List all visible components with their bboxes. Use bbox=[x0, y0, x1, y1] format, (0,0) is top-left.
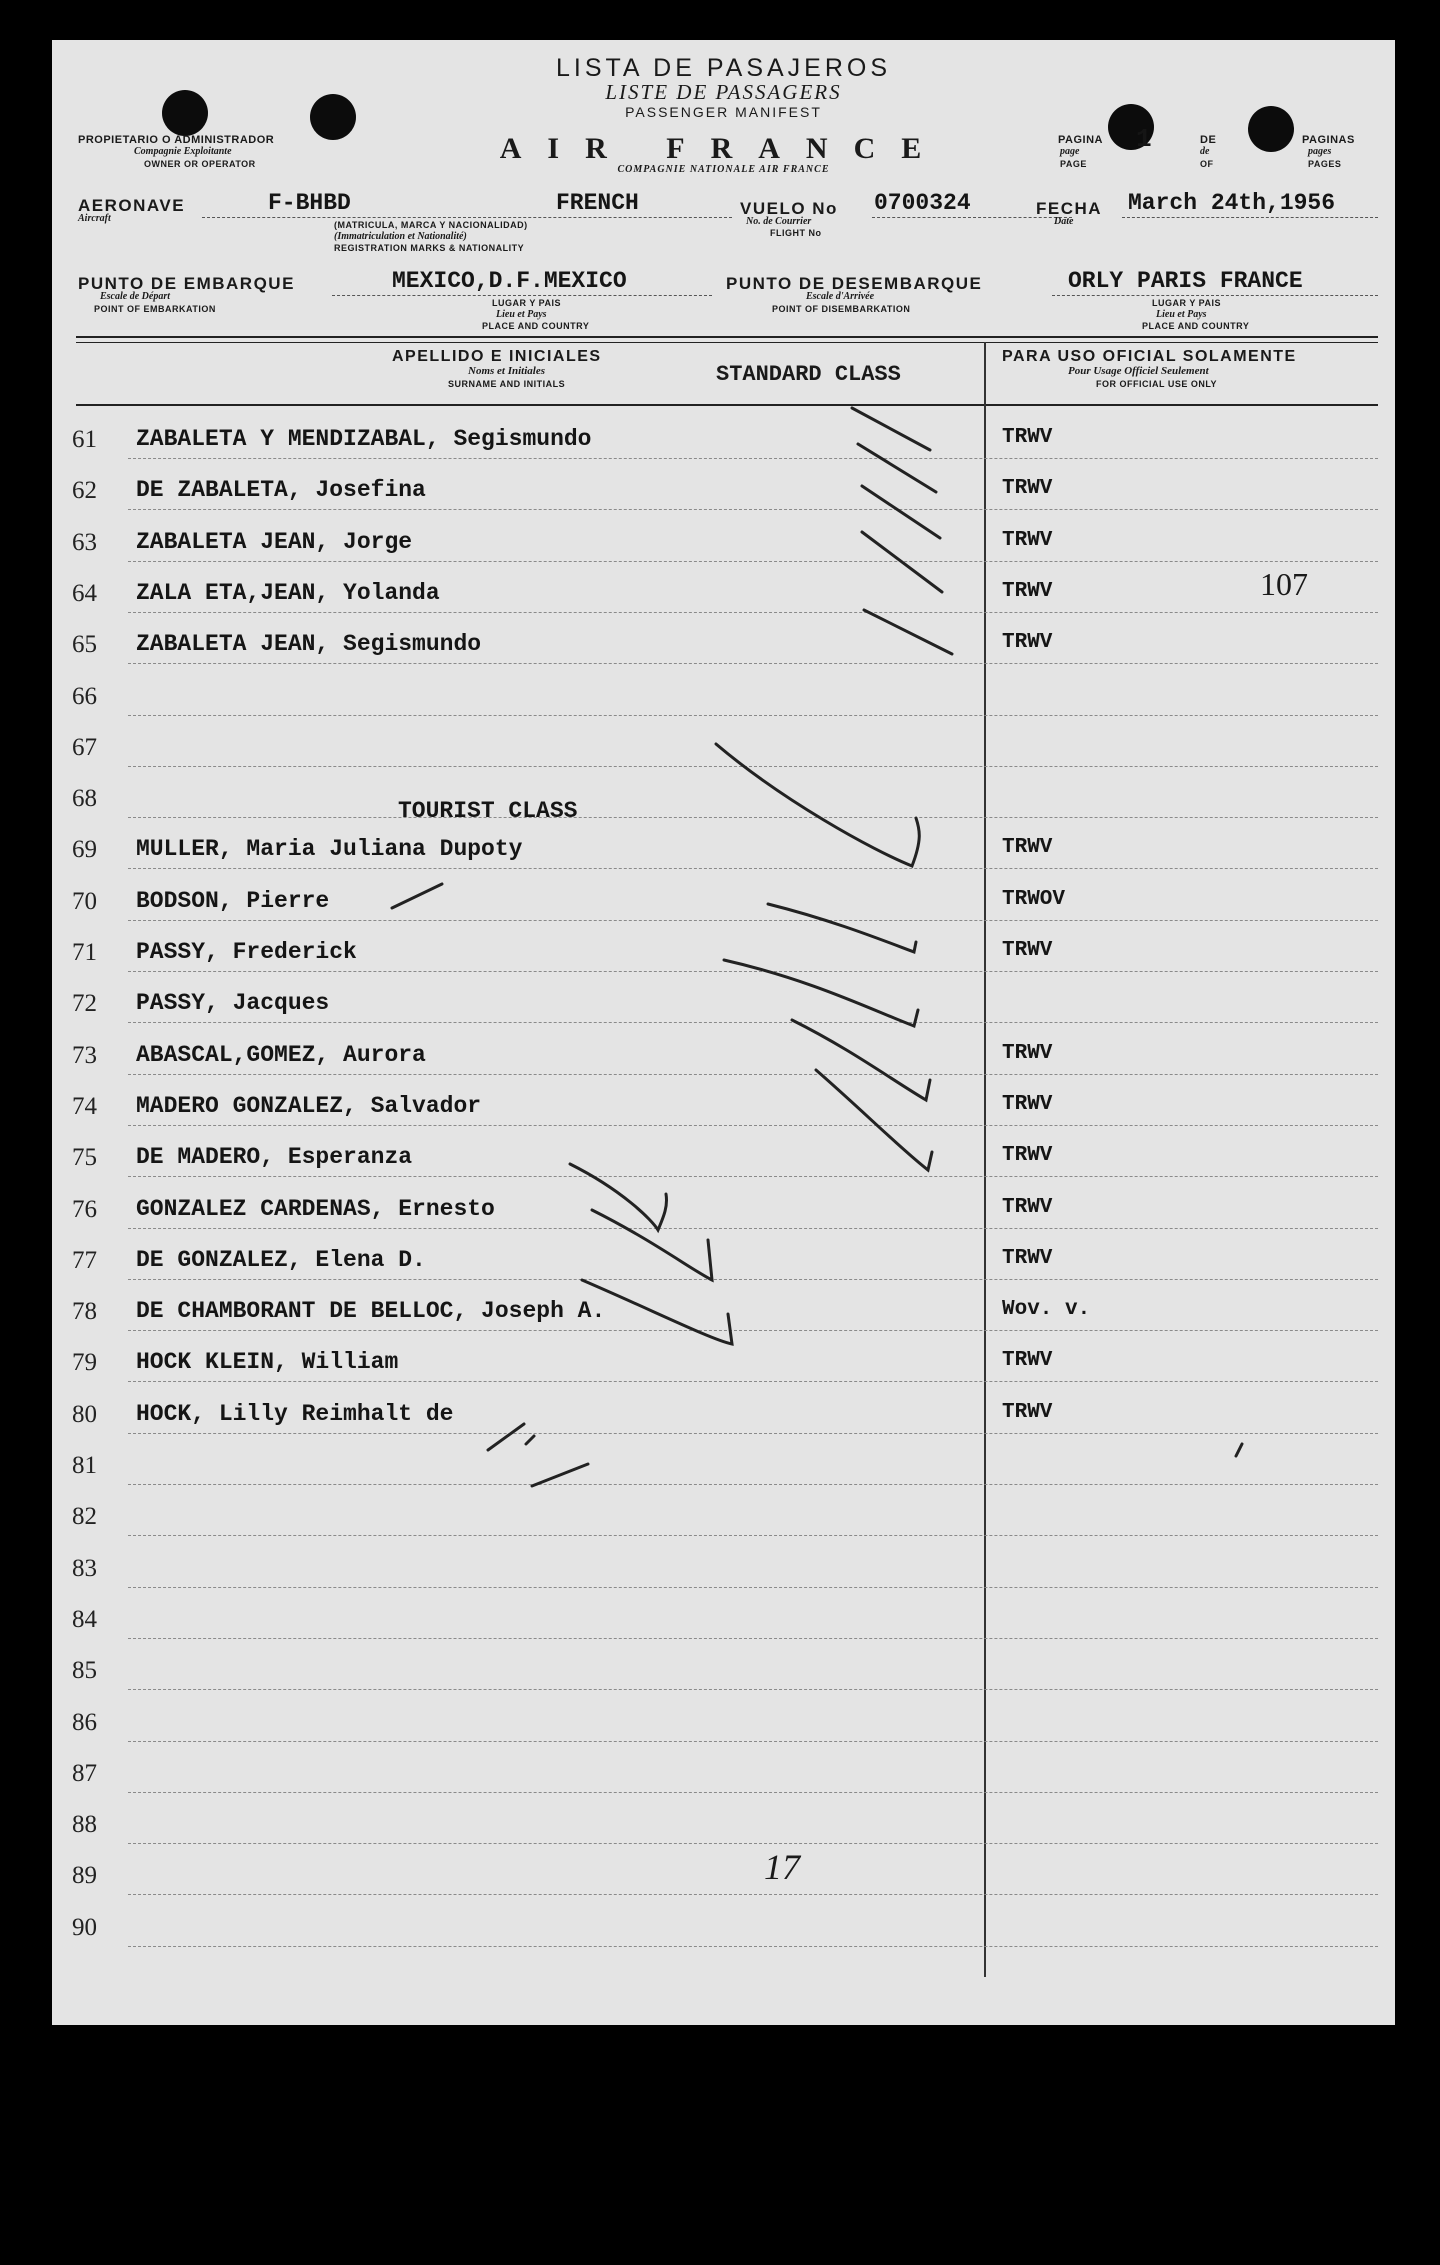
passenger-name: PASSY, Frederick bbox=[136, 939, 357, 965]
title-es: LISTA DE PASAJEROS bbox=[555, 54, 892, 82]
check-mark bbox=[526, 1436, 534, 1444]
official-header-en: FOR OFFICIAL USE ONLY bbox=[1096, 379, 1218, 389]
row-number: 90 bbox=[72, 1914, 97, 1941]
official-code: TRWOV bbox=[1002, 888, 1066, 911]
title-en: PASSENGER MANIFEST bbox=[625, 104, 822, 120]
check-mark bbox=[716, 744, 919, 866]
row-number: 78 bbox=[72, 1298, 97, 1325]
disembark-sub-fr: Lieu et Pays bbox=[1156, 309, 1207, 320]
page-label-fr: page bbox=[1060, 146, 1080, 157]
official-code: TRWV bbox=[1002, 631, 1053, 654]
row-number: 87 bbox=[72, 1760, 97, 1787]
of-label-fr: de bbox=[1200, 146, 1210, 157]
official-code: Wov. v. bbox=[1002, 1298, 1091, 1321]
date-label: FECHA bbox=[1036, 199, 1103, 218]
row-number: 73 bbox=[72, 1042, 97, 1069]
row-number: 75 bbox=[72, 1144, 97, 1171]
disembark-label: PUNTO DE DESEMBARQUE bbox=[726, 274, 983, 293]
check-mark bbox=[862, 486, 940, 538]
pages-label-en: PAGES bbox=[1308, 159, 1342, 169]
row-number: 68 bbox=[72, 785, 97, 812]
check-mark bbox=[864, 610, 952, 654]
aircraft-sub-en: REGISTRATION MARKS & NATIONALITY bbox=[334, 243, 525, 253]
aircraft-nationality: FRENCH bbox=[556, 190, 639, 216]
row-number: 89 bbox=[72, 1862, 97, 1889]
row-number: 77 bbox=[72, 1247, 97, 1274]
passenger-name: ZABALETA JEAN, Jorge bbox=[136, 529, 413, 555]
owner-label-fr: Compagnie Exploitante bbox=[134, 146, 232, 157]
row-number: 70 bbox=[72, 888, 97, 915]
title-fr: LISTE DE PASSAGERS bbox=[605, 80, 842, 104]
check-mark bbox=[852, 408, 930, 450]
check-mark bbox=[792, 1020, 930, 1100]
row-number: 81 bbox=[72, 1452, 97, 1479]
check-mark bbox=[724, 960, 918, 1026]
pages-label-es: PAGINAS bbox=[1302, 134, 1355, 146]
row-number: 74 bbox=[72, 1093, 97, 1120]
passenger-name: HOCK, Lilly Reimhalt de bbox=[136, 1401, 454, 1427]
row-number: 64 bbox=[72, 580, 97, 607]
owner-label-en: OWNER OR OPERATOR bbox=[144, 159, 256, 169]
tourist-class-label: TOURIST CLASS bbox=[398, 798, 578, 824]
check-mark bbox=[392, 884, 442, 908]
disembark-label-fr: Escale d'Arrivée bbox=[806, 291, 875, 302]
passenger-name: ABASCAL,GOMEZ, Aurora bbox=[136, 1042, 426, 1068]
side-number: 107 bbox=[1260, 566, 1308, 602]
official-code: TRWV bbox=[1002, 939, 1053, 962]
official-code: TRWV bbox=[1002, 1401, 1053, 1424]
flight-label-fr: No. de Courrier bbox=[746, 216, 812, 227]
surname-header-fr: Noms et Initiales bbox=[468, 365, 546, 377]
flight-number: 0700324 bbox=[874, 190, 971, 216]
passenger-name: ZALA ETA,JEAN, Yolanda bbox=[136, 580, 440, 606]
embark-place: MEXICO,D.F.MEXICO bbox=[392, 268, 627, 294]
passenger-name: BODSON, Pierre bbox=[136, 888, 330, 914]
official-code: TRWV bbox=[1002, 1144, 1053, 1167]
passenger-name: DE GONZALEZ, Elena D. bbox=[136, 1247, 426, 1273]
check-mark bbox=[816, 1070, 932, 1170]
bottom-count: 17 bbox=[764, 1847, 800, 1887]
of-label-en: OF bbox=[1200, 159, 1214, 169]
official-code: TRWV bbox=[1002, 477, 1053, 500]
row-number: 85 bbox=[72, 1657, 97, 1684]
passenger-name: GONZALEZ CARDENAS, Ernesto bbox=[136, 1196, 495, 1222]
flight-label: VUELO No bbox=[740, 199, 838, 218]
aircraft-registration: F-BHBD bbox=[268, 190, 351, 216]
row-number: 88 bbox=[72, 1811, 97, 1838]
row-number: 61 bbox=[72, 426, 97, 453]
official-code: TRWV bbox=[1002, 1349, 1053, 1372]
official-code: TRWV bbox=[1002, 1093, 1053, 1116]
row-number: 79 bbox=[72, 1349, 97, 1376]
check-mark bbox=[862, 532, 942, 592]
passenger-name: DE CHAMBORANT DE BELLOC, Joseph A. bbox=[136, 1298, 606, 1324]
official-code: TRWV bbox=[1002, 1196, 1053, 1219]
embark-sub-fr: Lieu et Pays bbox=[496, 309, 547, 320]
check-mark bbox=[488, 1424, 524, 1450]
row-number: 62 bbox=[72, 477, 97, 504]
airline-name: AIR FRANCE bbox=[499, 132, 948, 165]
date-label-fr: Date bbox=[1054, 216, 1074, 227]
page-label-en: PAGE bbox=[1060, 159, 1087, 169]
owner-label-es: PROPIETARIO O ADMINISTRADOR bbox=[78, 134, 275, 146]
check-mark bbox=[1236, 1444, 1242, 1456]
row-number: 72 bbox=[72, 990, 97, 1017]
passenger-name: DE MADERO, Esperanza bbox=[136, 1144, 413, 1170]
flight-label-en: FLIGHT No bbox=[770, 228, 822, 238]
aircraft-label-fr: Aircraft bbox=[78, 213, 111, 224]
row-number: 86 bbox=[72, 1709, 97, 1736]
row-number: 71 bbox=[72, 939, 97, 966]
passenger-name: DE ZABALETA, Josefina bbox=[136, 477, 426, 503]
disembark-sub-en: PLACE AND COUNTRY bbox=[1142, 321, 1250, 331]
row-number: 63 bbox=[72, 529, 97, 556]
check-mark bbox=[582, 1280, 732, 1344]
passenger-name: MADERO GONZALEZ, Salvador bbox=[136, 1093, 482, 1119]
disembark-label-en: POINT OF DISEMBARKATION bbox=[772, 304, 911, 314]
passenger-name: ZABALETA Y MENDIZABAL, Segismundo bbox=[136, 426, 592, 452]
passenger-name: PASSY, Jacques bbox=[136, 990, 330, 1016]
class-heading: STANDARD CLASS bbox=[716, 362, 901, 387]
official-header: PARA USO OFICIAL SOLAMENTE bbox=[1002, 348, 1297, 365]
row-number: 83 bbox=[72, 1555, 97, 1582]
official-code: TRWV bbox=[1002, 426, 1053, 449]
row-number: 80 bbox=[72, 1401, 97, 1428]
official-header-fr: Pour Usage Officiel Seulement bbox=[1068, 365, 1209, 377]
check-mark bbox=[768, 904, 916, 952]
passenger-name: MULLER, Maria Juliana Dupoty bbox=[136, 836, 523, 862]
disembark-place: ORLY PARIS FRANCE bbox=[1068, 268, 1303, 294]
disembark-sub-es: LUGAR Y PAIS bbox=[1152, 298, 1222, 308]
official-code: TRWV bbox=[1002, 1247, 1053, 1270]
manifest-sheet bbox=[52, 40, 1395, 2025]
passenger-name: HOCK KLEIN, William bbox=[136, 1349, 399, 1375]
check-mark bbox=[532, 1464, 588, 1486]
official-code: TRWV bbox=[1002, 836, 1053, 859]
check-mark bbox=[570, 1164, 667, 1230]
check-marks bbox=[52, 40, 1395, 2025]
embark-label-fr: Escale de Départ bbox=[100, 291, 170, 302]
row-number: 67 bbox=[72, 734, 97, 761]
surname-header: APELLIDO E INICIALES bbox=[392, 348, 602, 365]
aircraft-label: AERONAVE bbox=[78, 196, 186, 215]
page-number: 1 bbox=[1136, 124, 1152, 154]
embark-sub-es: LUGAR Y PAIS bbox=[492, 298, 562, 308]
row-number: 69 bbox=[72, 836, 97, 863]
passenger-name: ZABALETA JEAN, Segismundo bbox=[136, 631, 482, 657]
flight-date: March 24th,1956 bbox=[1128, 190, 1336, 216]
row-number: 66 bbox=[72, 683, 97, 710]
official-code: TRWV bbox=[1002, 1042, 1053, 1065]
embark-sub-en: PLACE AND COUNTRY bbox=[482, 321, 590, 331]
page-label-es: PAGINA bbox=[1058, 134, 1103, 146]
company-name: COMPAGNIE NATIONALE AIR FRANCE bbox=[617, 164, 830, 175]
of-label-es: DE bbox=[1200, 134, 1217, 146]
row-number: 76 bbox=[72, 1196, 97, 1223]
surname-header-en: SURNAME AND INITIALS bbox=[448, 379, 566, 389]
embark-label-en: POINT OF EMBARKATION bbox=[94, 304, 216, 314]
row-number: 84 bbox=[72, 1606, 97, 1633]
official-code: TRWV bbox=[1002, 580, 1053, 603]
aircraft-sub-es: (MATRICULA, MARCA Y NACIONALIDAD) bbox=[334, 220, 528, 230]
row-number: 65 bbox=[72, 631, 97, 658]
embark-label: PUNTO DE EMBARQUE bbox=[78, 274, 295, 293]
official-code: TRWV bbox=[1002, 529, 1053, 552]
pages-label-fr: pages bbox=[1308, 146, 1332, 157]
check-mark bbox=[858, 444, 936, 492]
aircraft-sub-fr: (Immatriculation et Nationalité) bbox=[334, 231, 467, 242]
row-number: 82 bbox=[72, 1503, 97, 1530]
